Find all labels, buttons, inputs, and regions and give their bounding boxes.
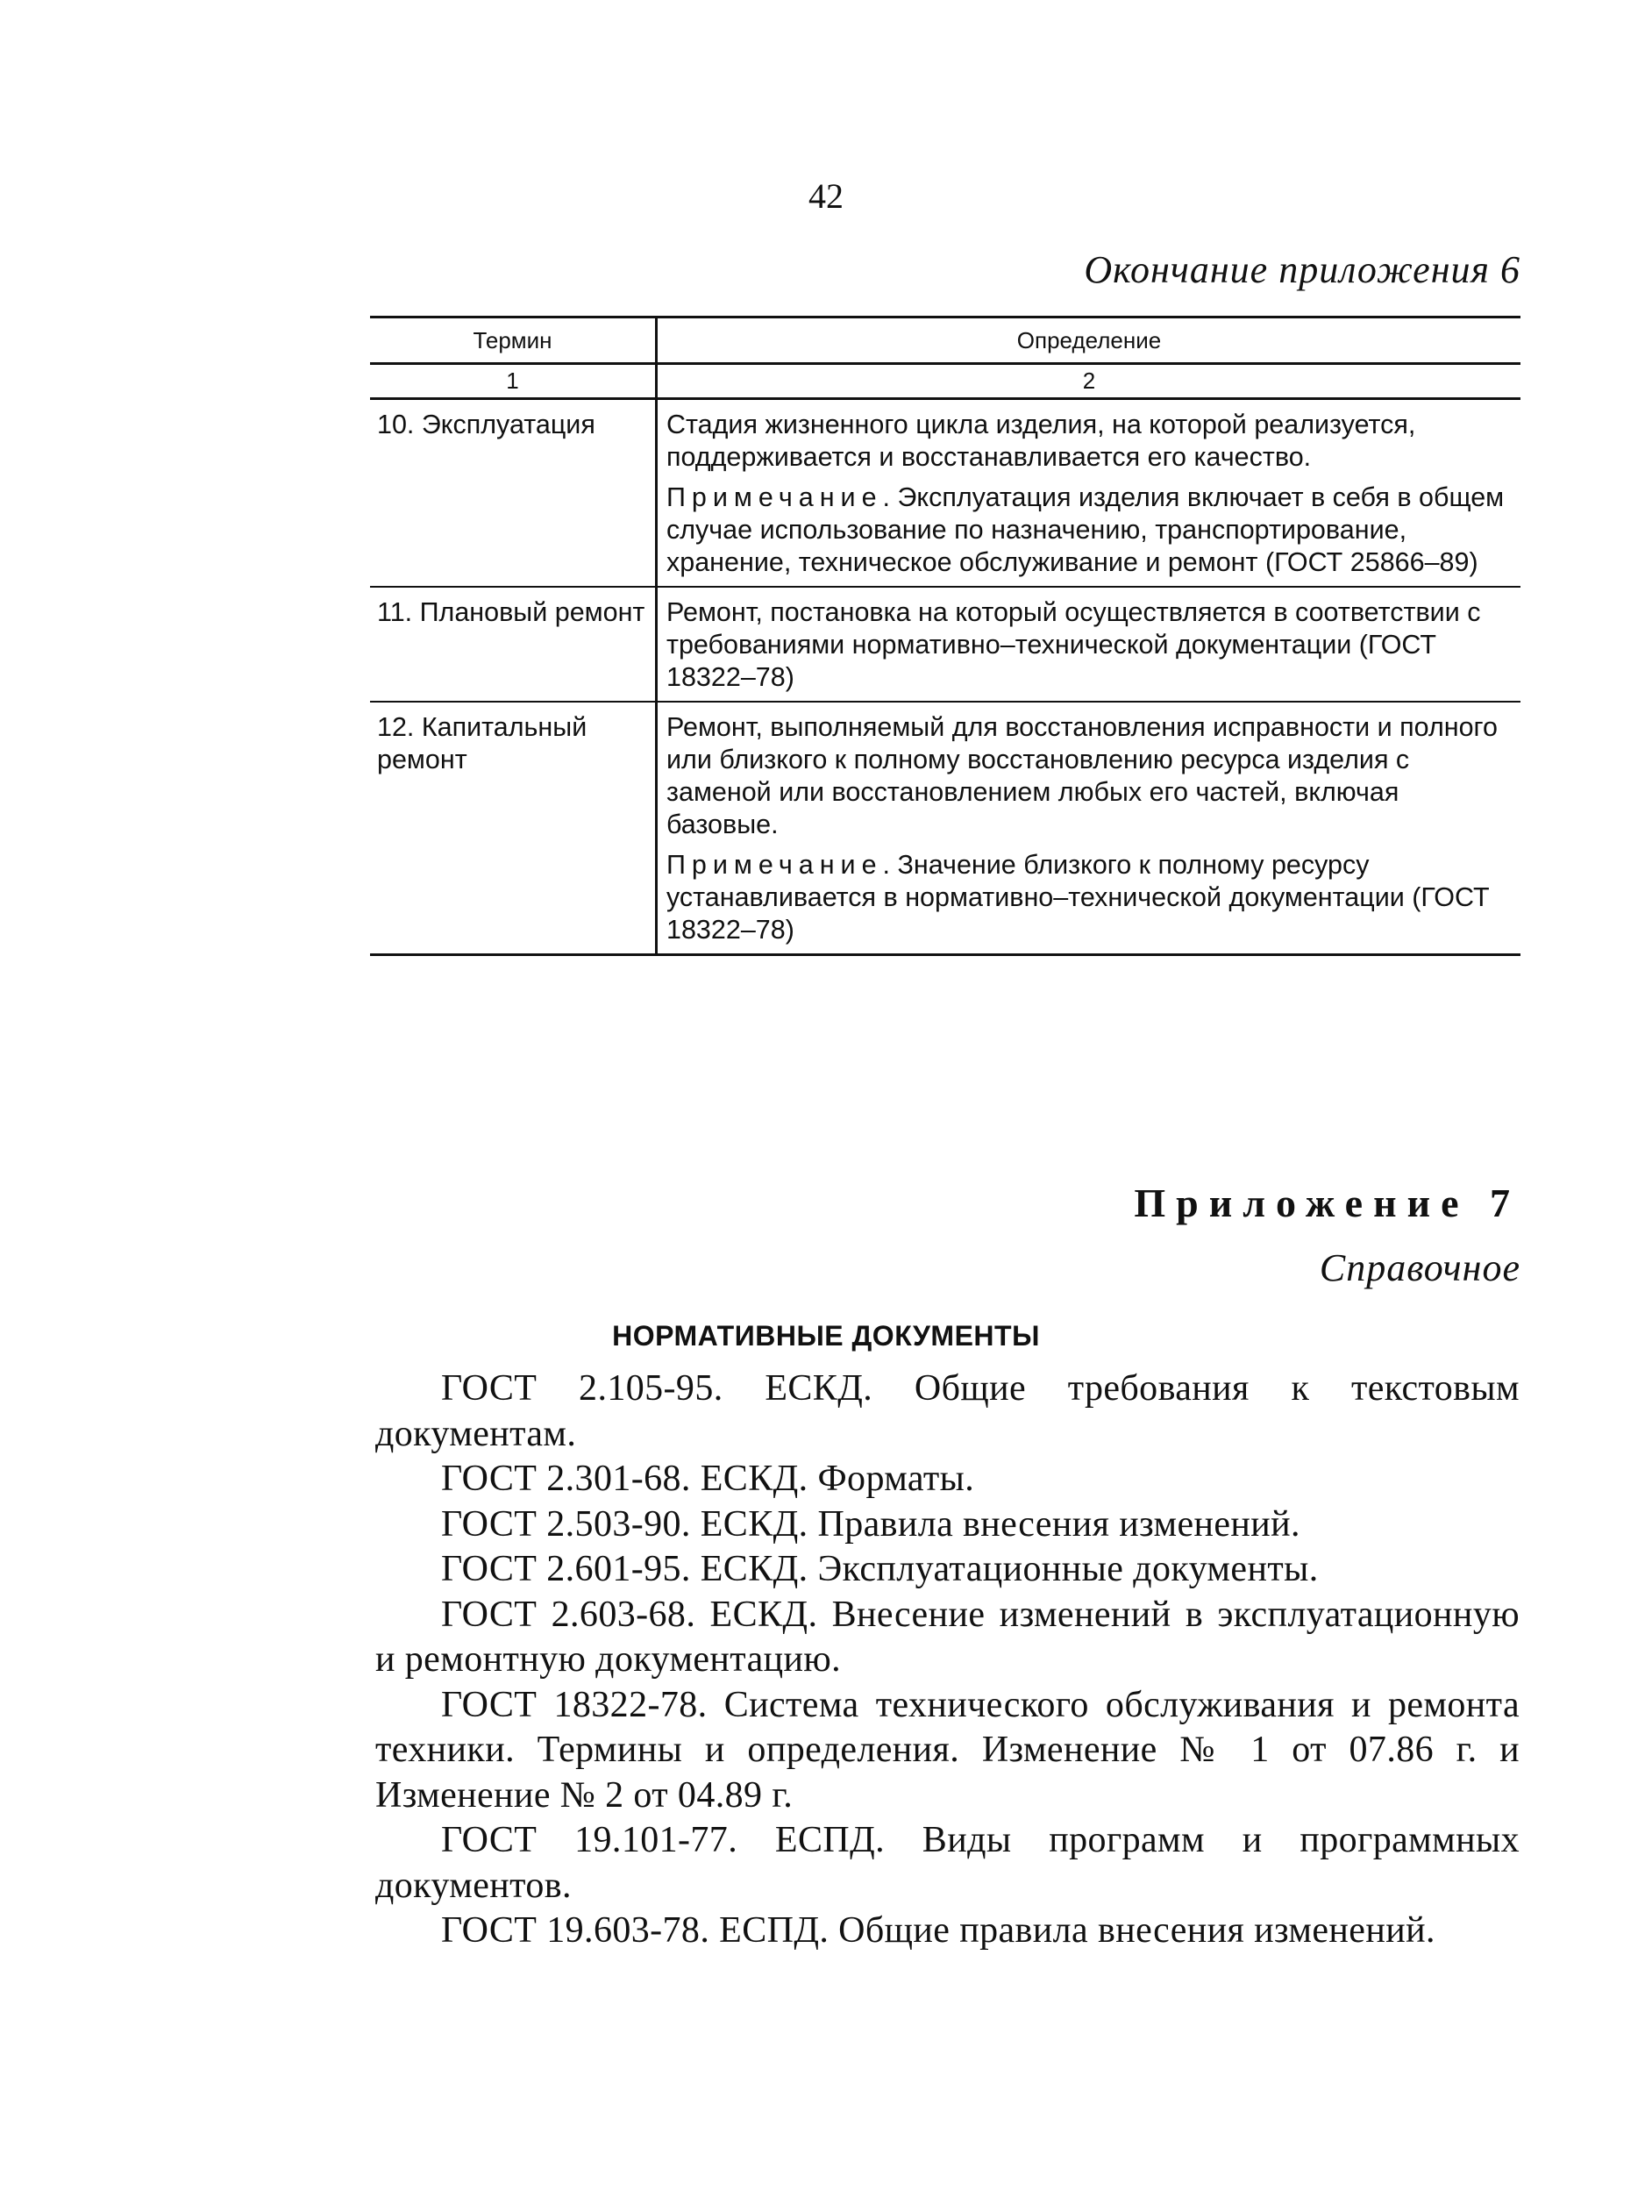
page-number: 42	[808, 176, 844, 216]
terms-table	[370, 316, 1520, 956]
document-item: ГОСТ 19.101-77. ЕСПД. Виды программ и программных документов.	[375, 1820, 1520, 1906]
documents-list	[375, 1366, 1520, 1954]
definition-text: Стадия жизненного цикла изделия, на которой реализуется, поддерживается и восстанавливается его качество.	[666, 410, 1416, 472]
document-item: ГОСТ 2.105-95. ЕСКД. Общие требования к текстовым документам.	[375, 1368, 1520, 1454]
term-cell: 11. Плановый ремонт	[370, 587, 657, 702]
definition-text: Ремонт, постановка на который осуществляется в соответствии с требованиями нормативно–технической документации (ГОСТ 18322–78)	[666, 597, 1481, 692]
definition-text: Ремонт, выполняемый для восстановления исправности и полного или близкого к полному восстановлению ресурса изделия с заменой или восстановлением любых его частей, включая базовые.	[666, 712, 1498, 839]
column-number: 1	[370, 364, 657, 399]
document-item: ГОСТ 2.603-68. ЕСКД. Внесение изменений в эксплуатационную и ремонтную документацию.	[375, 1594, 1520, 1680]
document-item: ГОСТ 2.601-95. ЕСКД. Эксплуатационные документы.	[441, 1549, 1319, 1589]
definition-cell	[657, 587, 1521, 702]
definition-note	[666, 849, 1508, 946]
term-cell: 12. Капитальный ремонт	[370, 702, 657, 955]
documents-heading: НОРМАТИВНЫЕ ДОКУМЕНТЫ	[612, 1320, 1040, 1352]
table-row	[370, 587, 1520, 702]
note-text: . Значение близкого к полному ресурсу устанавливается в нормативно–технической документации (ГОСТ 18322–78)	[666, 850, 1490, 945]
appendix-title: Приложение 7	[1134, 1181, 1520, 1225]
definition-cell	[657, 702, 1521, 955]
document-item: ГОСТ 2.301-68. ЕСКД. Форматы.	[441, 1459, 975, 1499]
note-label: Примечание	[666, 850, 883, 880]
definition-note	[666, 482, 1508, 579]
column-number: 2	[657, 364, 1521, 399]
document-item: ГОСТ 18322-78. Система технического обслуживания и ремонта техники. Термины и определения. Изменение № 1 от 07.86 г. и Изменение № 2 от 04.89 г.	[375, 1684, 1520, 1816]
header-term: Термин	[370, 318, 657, 364]
definition-cell	[657, 399, 1521, 588]
document-item: ГОСТ 2.503-90. ЕСКД. Правила внесения изменений.	[441, 1503, 1300, 1545]
header-definition: Определение	[657, 318, 1521, 364]
appendix-subtitle: Справочное	[1319, 1246, 1520, 1289]
table-row	[370, 702, 1520, 955]
column-number-row	[370, 364, 1520, 399]
note-label: Примечание	[666, 482, 883, 512]
continuation-title: Окончание приложения 6	[1084, 248, 1520, 291]
table-header-row	[370, 318, 1520, 364]
note-text: . Эксплуатация изделия включает в себя в общем случае использование по назначению, транспортирование, хранение, техническое обслуживание и ремонт (ГОСТ 25866–89)	[666, 482, 1505, 577]
term-cell: 10. Эксплуатация	[370, 399, 657, 588]
table-row	[370, 399, 1520, 588]
document-item: ГОСТ 19.603-78. ЕСПД. Общие правила внесения изменений.	[441, 1910, 1435, 1951]
